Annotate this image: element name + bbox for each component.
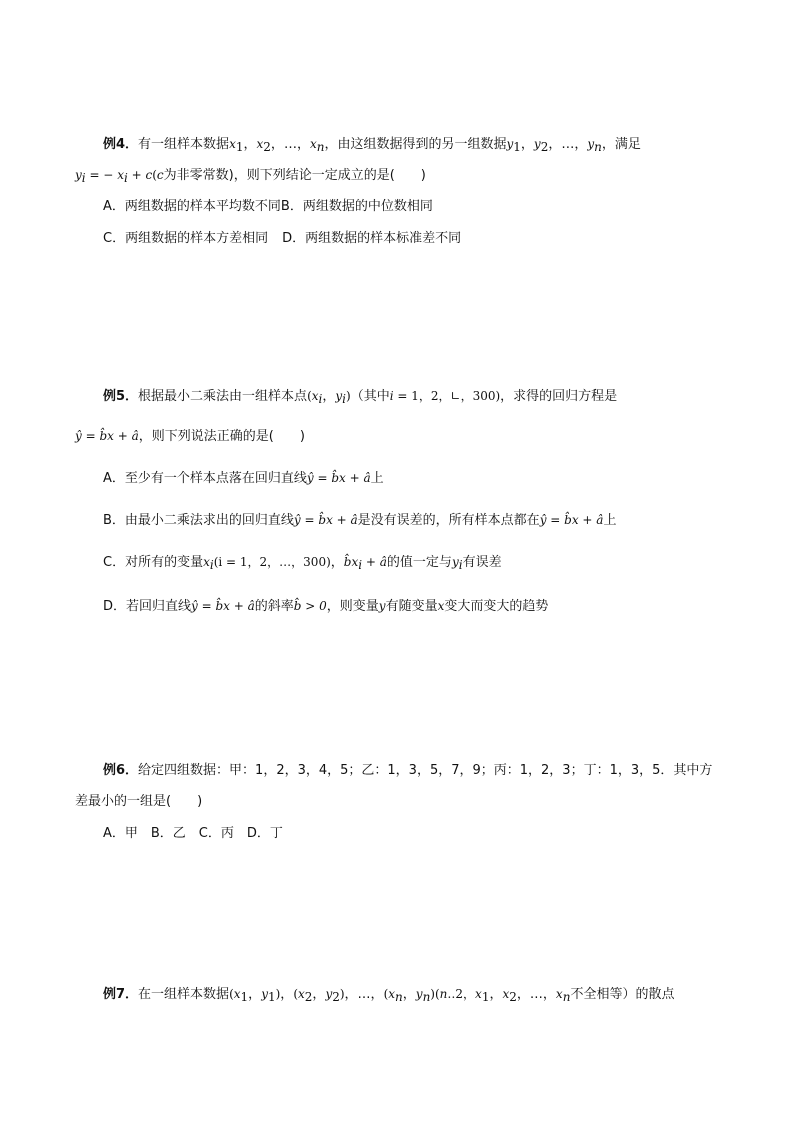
q5-option-c[interactable]: C．对所有的变量$x_i(i = 1$，2，…，300)，$b̂x_i$ + â的值一定与$y_i$有误差 (103, 555, 502, 572)
q5-line-2: ŷ = b̂x + â，则下列说法正确的是( ) (75, 429, 305, 444)
q5-option-d[interactable]: D．若回归直线ŷ = b̂x + â的斜率b̂ > 0，则变量y有随变量x变大而变大的趋势 (103, 599, 549, 614)
q5-line-1: 例5．根据最小二乘法由一组样本点($x_i$，$y_i$)（其中i = 1，2，∟，300)，求得的回归方程是 (103, 389, 618, 406)
q4-option-d[interactable]: D．两组数据的样本标准差不同 (282, 231, 462, 246)
q4-label: 例4． (103, 137, 139, 152)
q7-line-1: 例7．在一组样本数据($x_1$，$y_1$)，($x_2$，$y_2$)，…，($x_n$，$y_n)(n‥2$，$x_1$，$x_2$，…，$x_n$不全相等）的散点 (103, 987, 675, 1004)
q6-line-1: 例6．给定四组数据：甲：1，2，3，4，5；乙：1，3，5，7，9；丙：1，2，3；丁：1，3，5．其中方 (103, 763, 713, 778)
q5-regression-equation: ŷ = b̂x + â (75, 429, 139, 443)
q6-options[interactable]: A．甲 B．乙 C．丙 D．丁 (103, 826, 283, 841)
q6-line-2: 差最小的一组是( ) (75, 794, 203, 809)
q4-option-b[interactable]: B．两组数据的中位数相同 (280, 199, 433, 214)
q6-label: 例6． (103, 763, 139, 778)
q5-label: 例5． (103, 389, 139, 404)
q4-options-ab (103, 198, 433, 216)
q5-option-a[interactable]: A．至少有一个样本点落在回归直线ŷ = b̂x + â上 (103, 471, 384, 486)
q5-option-b[interactable]: B．由最小二乘法求出的回归直线ŷ = b̂x + â是没有误差的，所有样本点都在ŷ = b̂x + â上 (103, 513, 617, 528)
q4-line-2: $y_i$ = − $x_i + c(c$为非零常数)，则下列结论一定成立的是( ) (75, 168, 426, 185)
q7-label: 例7． (103, 987, 139, 1002)
q4-line-1: 例4．有一组样本数据$x_1$，$x_2$，…，$x_n$，由这组数据得到的另一组数据$y_1$，$y_2$，…，$y_n$，满足 (103, 137, 641, 154)
q4-options-cd (103, 230, 461, 248)
q4-option-a[interactable]: A．两组数据的样本平均数不同 (103, 199, 281, 214)
q4-option-c[interactable]: C．两组数据的样本方差相同 (103, 231, 269, 246)
